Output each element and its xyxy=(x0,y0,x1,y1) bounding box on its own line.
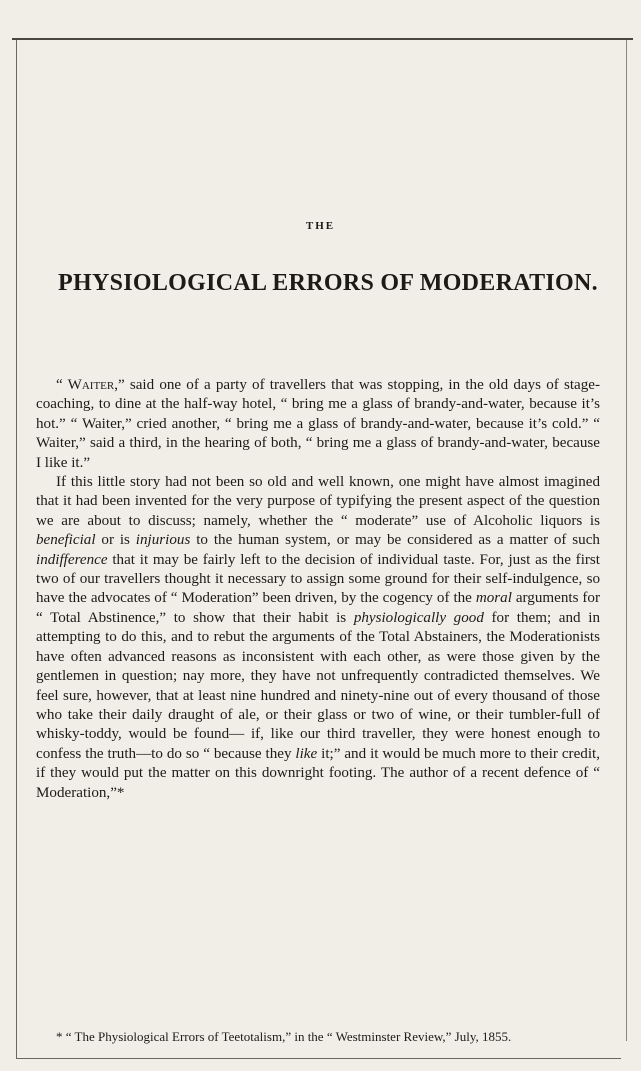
emphasis-injurious: injurious xyxy=(135,532,191,549)
paragraph-2-text-3: to the human system, or may be considered as a matter of such xyxy=(190,532,600,549)
emphasis-like: like xyxy=(295,745,318,762)
title-article: THE xyxy=(305,220,336,232)
paragraph-2-text-2: or is xyxy=(95,532,136,549)
emphasis-indifference: indifference xyxy=(36,551,108,568)
waiter-small-caps: “ Waiter,” xyxy=(56,377,125,393)
bottom-rule xyxy=(16,1058,621,1059)
emphasis-moral: moral xyxy=(475,590,512,607)
emphasis-physiologically-good: physiologically good xyxy=(353,609,484,626)
right-page-edge xyxy=(626,40,627,1041)
emphasis-beneficial: beneficial xyxy=(36,532,96,549)
footnote-text: * “ The Physiological Errors of Teetotalism,” in the “ Westminster Review,” July, 1855. xyxy=(56,1029,512,1044)
paragraph-2-text-5: arguments for “ Total Abstinence,” to show that their habit is xyxy=(36,590,601,626)
paragraph-2-text-1: If this little story had not been so old and well known, one might have almost imagined that it had been invented for the very purpose of typifying the present aspect of the question we are about to discuss; namely, whether the “ moderate” use of Alcoholic liquors is xyxy=(36,474,600,529)
body-text xyxy=(36,376,600,803)
paragraph-2-text-4: that it may be fairly left to the decision of individual taste. For, just as the first two of our travellers thought it necessary to assign some ground for their self-indulgence, so have the advocates of “ Moderation” been driven, by the cogency of the xyxy=(36,551,600,607)
paragraph-1 xyxy=(36,376,600,473)
paragraph-2 xyxy=(36,473,600,803)
paragraph-2-text-7: it;” and it would be much more to their credit, if they would put the matter on this downright footing. The author of a recent defence of “ Moderation,”* xyxy=(36,745,600,801)
footnote xyxy=(36,1028,600,1045)
top-rule xyxy=(12,38,633,40)
paragraph-1-text: said one of a party of travellers that was stopping, in the old days of stage-coaching, to dine at the half-way hotel, “ bring me a glass of brandy-and-water, because it’s hot.” “ Waiter,” cried another, “ bring me a glass of brandy-and-water, because it’s cold.” “ Waiter,” said a third, in the hearing of both, “ bring me a glass of brandy-and-water, because I like it.” xyxy=(36,377,600,471)
page-title: PHYSIOLOGICAL ERRORS OF MODERATION. xyxy=(58,270,598,296)
left-page-edge xyxy=(16,40,17,1059)
paragraph-2-text-6: for them; and in attempting to do this, and to rebut the arguments of the Total Abstainers, the Moderationists have often advanced reasons as inconsistent with each other, as were those given by the gentlemen in question; nay more, they have not unfrequently contradicted themselves. We feel sure, however, that at least nine hundred and ninety-nine out of every thousand of those who take their daily draught of ale, or their glass or two of wine, or their tumbler-full of whisky-toddy, would be found— if, like our third traveller, they were honest enough to confess the truth—to do so “ because they xyxy=(36,609,600,762)
